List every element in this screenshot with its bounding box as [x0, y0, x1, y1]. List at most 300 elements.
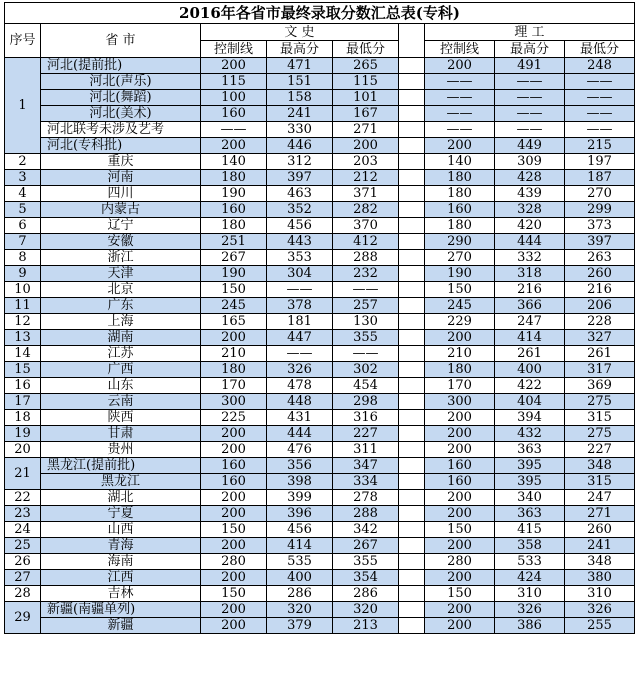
wenshi-max: 446	[267, 138, 333, 154]
row-gap	[399, 90, 425, 106]
row-province: 山东	[41, 378, 201, 394]
table-row	[5, 538, 635, 554]
wenshi-control: 200	[201, 138, 267, 154]
wenshi-min: 257	[333, 298, 399, 314]
ligong-min: 327	[565, 330, 635, 346]
wenshi-max: 431	[267, 410, 333, 426]
ligong-min: 348	[565, 554, 635, 570]
row-gap	[399, 138, 425, 154]
wenshi-max: 463	[267, 186, 333, 202]
row-seq: 16	[5, 378, 41, 394]
table-row	[5, 330, 635, 346]
row-province: 河北(声乐)	[41, 74, 201, 90]
wenshi-min: 267	[333, 538, 399, 554]
table-row	[5, 570, 635, 586]
wenshi-min: ——	[333, 346, 399, 362]
row-province: 贵州	[41, 442, 201, 458]
table-row	[5, 282, 635, 298]
table-row	[5, 442, 635, 458]
row-seq: 6	[5, 218, 41, 234]
wenshi-max: ——	[267, 282, 333, 298]
wenshi-control: 200	[201, 538, 267, 554]
ligong-max: 395	[495, 458, 565, 474]
ligong-max: 449	[495, 138, 565, 154]
row-province: 黑龙江	[41, 474, 201, 490]
ligong-control: 200	[425, 570, 495, 586]
wenshi-control: 200	[201, 506, 267, 522]
ligong-min: 248	[565, 58, 635, 74]
ligong-max: 310	[495, 586, 565, 602]
wenshi-control: 150	[201, 282, 267, 298]
row-province: 陕西	[41, 410, 201, 426]
wenshi-control: 170	[201, 378, 267, 394]
header-ligong: 理 工	[425, 24, 635, 41]
ligong-min: 255	[565, 618, 635, 634]
header-wenshi-max: 最高分	[267, 41, 333, 58]
ligong-max: 432	[495, 426, 565, 442]
ligong-min: 261	[565, 346, 635, 362]
row-seq: 1	[5, 58, 41, 154]
wenshi-min: 288	[333, 250, 399, 266]
table-row	[5, 490, 635, 506]
ligong-max: 414	[495, 330, 565, 346]
table-row	[5, 346, 635, 362]
ligong-min: 317	[565, 362, 635, 378]
header-province: 省 市	[41, 24, 201, 58]
wenshi-control: 280	[201, 554, 267, 570]
row-province: 山西	[41, 522, 201, 538]
row-seq: 17	[5, 394, 41, 410]
table-row	[5, 378, 635, 394]
row-province: 广西	[41, 362, 201, 378]
wenshi-max: 414	[267, 538, 333, 554]
ligong-max: 309	[495, 154, 565, 170]
row-province: 河南	[41, 170, 201, 186]
row-gap	[399, 250, 425, 266]
ligong-min: 310	[565, 586, 635, 602]
row-seq: 13	[5, 330, 41, 346]
ligong-control: 200	[425, 138, 495, 154]
table-row	[5, 362, 635, 378]
table-row	[5, 266, 635, 282]
row-seq: 26	[5, 554, 41, 570]
row-province: 广东	[41, 298, 201, 314]
row-gap	[399, 362, 425, 378]
wenshi-control: 180	[201, 362, 267, 378]
row-province: 江苏	[41, 346, 201, 362]
header-ligong-max: 最高分	[495, 41, 565, 58]
row-gap	[399, 538, 425, 554]
wenshi-min: 278	[333, 490, 399, 506]
wenshi-min: 355	[333, 554, 399, 570]
row-province: 吉林	[41, 586, 201, 602]
table-row	[5, 74, 635, 90]
wenshi-max: 320	[267, 602, 333, 618]
ligong-min: 241	[565, 538, 635, 554]
row-gap	[399, 490, 425, 506]
ligong-max: 328	[495, 202, 565, 218]
wenshi-control: 210	[201, 346, 267, 362]
ligong-min: 315	[565, 410, 635, 426]
wenshi-min: 232	[333, 266, 399, 282]
row-province: 河北(美术)	[41, 106, 201, 122]
wenshi-control: 150	[201, 522, 267, 538]
wenshi-min: 302	[333, 362, 399, 378]
wenshi-control: 251	[201, 234, 267, 250]
ligong-control: 270	[425, 250, 495, 266]
wenshi-control: 300	[201, 394, 267, 410]
row-seq: 27	[5, 570, 41, 586]
ligong-min: 275	[565, 426, 635, 442]
wenshi-min: 320	[333, 602, 399, 618]
wenshi-control: 200	[201, 618, 267, 634]
wenshi-min: 282	[333, 202, 399, 218]
ligong-control: 150	[425, 586, 495, 602]
header-ligong-control: 控制线	[425, 41, 495, 58]
row-gap	[399, 218, 425, 234]
ligong-max: 318	[495, 266, 565, 282]
wenshi-control: 200	[201, 426, 267, 442]
wenshi-max: 330	[267, 122, 333, 138]
ligong-max: 439	[495, 186, 565, 202]
ligong-min: ——	[565, 122, 635, 138]
ligong-max: 415	[495, 522, 565, 538]
wenshi-control: 160	[201, 474, 267, 490]
ligong-control: 200	[425, 602, 495, 618]
row-province: 辽宁	[41, 218, 201, 234]
table-row	[5, 314, 635, 330]
wenshi-max: 378	[267, 298, 333, 314]
row-gap	[399, 154, 425, 170]
wenshi-min: 213	[333, 618, 399, 634]
wenshi-control: 165	[201, 314, 267, 330]
row-province: 湖北	[41, 490, 201, 506]
table-row	[5, 218, 635, 234]
wenshi-control: 200	[201, 442, 267, 458]
ligong-control: ——	[425, 122, 495, 138]
ligong-max: 216	[495, 282, 565, 298]
table-row	[5, 410, 635, 426]
wenshi-control: 180	[201, 170, 267, 186]
table-row	[5, 170, 635, 186]
row-gap	[399, 522, 425, 538]
row-seq: 22	[5, 490, 41, 506]
wenshi-max: 471	[267, 58, 333, 74]
wenshi-max: 443	[267, 234, 333, 250]
ligong-min: 197	[565, 154, 635, 170]
ligong-control: 160	[425, 458, 495, 474]
ligong-min: 187	[565, 170, 635, 186]
row-gap	[399, 74, 425, 90]
ligong-min: 215	[565, 138, 635, 154]
row-province: 河北(专科批)	[41, 138, 201, 154]
wenshi-max: 447	[267, 330, 333, 346]
row-gap	[399, 234, 425, 250]
row-province: 黑龙江(提前批)	[41, 458, 201, 474]
wenshi-min: 286	[333, 586, 399, 602]
ligong-control: 150	[425, 282, 495, 298]
wenshi-min: 130	[333, 314, 399, 330]
ligong-control: 229	[425, 314, 495, 330]
row-seq: 21	[5, 458, 41, 490]
ligong-min: 373	[565, 218, 635, 234]
wenshi-min: 212	[333, 170, 399, 186]
wenshi-control: ——	[201, 122, 267, 138]
wenshi-min: 311	[333, 442, 399, 458]
row-gap	[399, 474, 425, 490]
wenshi-min: 288	[333, 506, 399, 522]
header-seq: 序号	[5, 24, 41, 58]
wenshi-min: 334	[333, 474, 399, 490]
row-province: 天津	[41, 266, 201, 282]
wenshi-min: 298	[333, 394, 399, 410]
ligong-max: 394	[495, 410, 565, 426]
ligong-max: ——	[495, 106, 565, 122]
row-gap	[399, 442, 425, 458]
row-seq: 7	[5, 234, 41, 250]
wenshi-max: 448	[267, 394, 333, 410]
ligong-max: 363	[495, 506, 565, 522]
wenshi-control: 200	[201, 490, 267, 506]
row-gap	[399, 314, 425, 330]
ligong-min: ——	[565, 74, 635, 90]
ligong-min: 247	[565, 490, 635, 506]
ligong-control: 290	[425, 234, 495, 250]
ligong-min: 206	[565, 298, 635, 314]
ligong-min: 270	[565, 186, 635, 202]
row-seq: 18	[5, 410, 41, 426]
ligong-control: 180	[425, 170, 495, 186]
row-gap	[399, 106, 425, 122]
ligong-min: ——	[565, 90, 635, 106]
wenshi-min: 347	[333, 458, 399, 474]
table-row	[5, 122, 635, 138]
ligong-min: 275	[565, 394, 635, 410]
row-seq: 28	[5, 586, 41, 602]
table-row	[5, 618, 635, 634]
ligong-control: 200	[425, 490, 495, 506]
row-province: 浙江	[41, 250, 201, 266]
row-province: 海南	[41, 554, 201, 570]
row-gap	[399, 394, 425, 410]
wenshi-max: 151	[267, 74, 333, 90]
wenshi-max: ——	[267, 346, 333, 362]
row-gap	[399, 458, 425, 474]
wenshi-max: 456	[267, 218, 333, 234]
row-province: 新疆	[41, 618, 201, 634]
wenshi-min: 371	[333, 186, 399, 202]
ligong-max: 404	[495, 394, 565, 410]
wenshi-max: 476	[267, 442, 333, 458]
ligong-control: 140	[425, 154, 495, 170]
ligong-control: 280	[425, 554, 495, 570]
row-seq: 20	[5, 442, 41, 458]
table-row	[5, 394, 635, 410]
ligong-max: 400	[495, 362, 565, 378]
ligong-max: 340	[495, 490, 565, 506]
ligong-max: 422	[495, 378, 565, 394]
ligong-control: 170	[425, 378, 495, 394]
table-row	[5, 154, 635, 170]
row-gap	[399, 58, 425, 74]
row-seq: 14	[5, 346, 41, 362]
ligong-min: ——	[565, 106, 635, 122]
wenshi-control: 140	[201, 154, 267, 170]
ligong-min: 315	[565, 474, 635, 490]
row-gap	[399, 330, 425, 346]
row-gap	[399, 410, 425, 426]
ligong-control: 200	[425, 618, 495, 634]
row-seq: 23	[5, 506, 41, 522]
header-gap	[399, 24, 425, 58]
ligong-max: 491	[495, 58, 565, 74]
row-seq: 10	[5, 282, 41, 298]
wenshi-min: 227	[333, 426, 399, 442]
ligong-control: ——	[425, 90, 495, 106]
ligong-max: 363	[495, 442, 565, 458]
ligong-control: 200	[425, 442, 495, 458]
row-province: 河北(提前批)	[41, 58, 201, 74]
ligong-min: 228	[565, 314, 635, 330]
ligong-max: 366	[495, 298, 565, 314]
wenshi-max: 326	[267, 362, 333, 378]
row-province: 江西	[41, 570, 201, 586]
ligong-control: 245	[425, 298, 495, 314]
wenshi-max: 304	[267, 266, 333, 282]
ligong-control: 200	[425, 330, 495, 346]
row-gap	[399, 346, 425, 362]
wenshi-max: 312	[267, 154, 333, 170]
row-seq: 3	[5, 170, 41, 186]
ligong-control: 300	[425, 394, 495, 410]
wenshi-min: 167	[333, 106, 399, 122]
ligong-min: 271	[565, 506, 635, 522]
row-seq: 24	[5, 522, 41, 538]
ligong-min: 227	[565, 442, 635, 458]
row-province: 河北(舞蹈)	[41, 90, 201, 106]
ligong-max: 386	[495, 618, 565, 634]
wenshi-min: 316	[333, 410, 399, 426]
header-wenshi-control: 控制线	[201, 41, 267, 58]
row-gap	[399, 282, 425, 298]
table-body	[5, 58, 635, 634]
wenshi-min: 200	[333, 138, 399, 154]
row-province: 安徽	[41, 234, 201, 250]
table-row	[5, 506, 635, 522]
wenshi-control: 190	[201, 186, 267, 202]
wenshi-max: 444	[267, 426, 333, 442]
row-seq: 11	[5, 298, 41, 314]
wenshi-min: 271	[333, 122, 399, 138]
wenshi-max: 397	[267, 170, 333, 186]
row-gap	[399, 122, 425, 138]
wenshi-min: 101	[333, 90, 399, 106]
table-row	[5, 426, 635, 442]
wenshi-control: 100	[201, 90, 267, 106]
ligong-control: 200	[425, 58, 495, 74]
table-row	[5, 186, 635, 202]
wenshi-control: 200	[201, 602, 267, 618]
row-province: 甘肃	[41, 426, 201, 442]
wenshi-control: 267	[201, 250, 267, 266]
wenshi-control: 160	[201, 106, 267, 122]
table-row	[5, 58, 635, 74]
wenshi-control: 115	[201, 74, 267, 90]
row-province: 云南	[41, 394, 201, 410]
wenshi-max: 478	[267, 378, 333, 394]
row-seq: 9	[5, 266, 41, 282]
table-row	[5, 250, 635, 266]
wenshi-max: 352	[267, 202, 333, 218]
ligong-min: 369	[565, 378, 635, 394]
row-seq: 29	[5, 602, 41, 634]
ligong-max: 247	[495, 314, 565, 330]
ligong-min: 260	[565, 522, 635, 538]
wenshi-control: 160	[201, 202, 267, 218]
ligong-control: 190	[425, 266, 495, 282]
row-province: 上海	[41, 314, 201, 330]
ligong-min: 397	[565, 234, 635, 250]
row-gap	[399, 186, 425, 202]
ligong-control: 200	[425, 410, 495, 426]
wenshi-min: ——	[333, 282, 399, 298]
wenshi-control: 245	[201, 298, 267, 314]
ligong-max: ——	[495, 90, 565, 106]
row-gap	[399, 378, 425, 394]
wenshi-max: 286	[267, 586, 333, 602]
row-province: 宁夏	[41, 506, 201, 522]
ligong-control: 210	[425, 346, 495, 362]
ligong-min: 380	[565, 570, 635, 586]
score-table	[4, 2, 635, 634]
wenshi-control: 180	[201, 218, 267, 234]
wenshi-control: 225	[201, 410, 267, 426]
header-ligong-min: 最低分	[565, 41, 635, 58]
wenshi-max: 181	[267, 314, 333, 330]
wenshi-max: 399	[267, 490, 333, 506]
row-seq: 15	[5, 362, 41, 378]
table-row	[5, 90, 635, 106]
row-seq: 25	[5, 538, 41, 554]
ligong-min: 299	[565, 202, 635, 218]
wenshi-control: 190	[201, 266, 267, 282]
wenshi-control: 160	[201, 458, 267, 474]
wenshi-max: 356	[267, 458, 333, 474]
ligong-max: 428	[495, 170, 565, 186]
row-gap	[399, 554, 425, 570]
ligong-max: 533	[495, 554, 565, 570]
ligong-control: 180	[425, 362, 495, 378]
wenshi-min: 412	[333, 234, 399, 250]
row-province: 湖南	[41, 330, 201, 346]
ligong-control: 160	[425, 474, 495, 490]
ligong-max: 424	[495, 570, 565, 586]
ligong-min: 263	[565, 250, 635, 266]
wenshi-control: 200	[201, 330, 267, 346]
wenshi-max: 456	[267, 522, 333, 538]
ligong-min: 216	[565, 282, 635, 298]
row-seq: 2	[5, 154, 41, 170]
ligong-control: 150	[425, 522, 495, 538]
header-wenshi-min: 最低分	[333, 41, 399, 58]
wenshi-max: 400	[267, 570, 333, 586]
row-province: 四川	[41, 186, 201, 202]
wenshi-max: 241	[267, 106, 333, 122]
wenshi-min: 354	[333, 570, 399, 586]
row-gap	[399, 170, 425, 186]
row-gap	[399, 618, 425, 634]
ligong-max: 261	[495, 346, 565, 362]
